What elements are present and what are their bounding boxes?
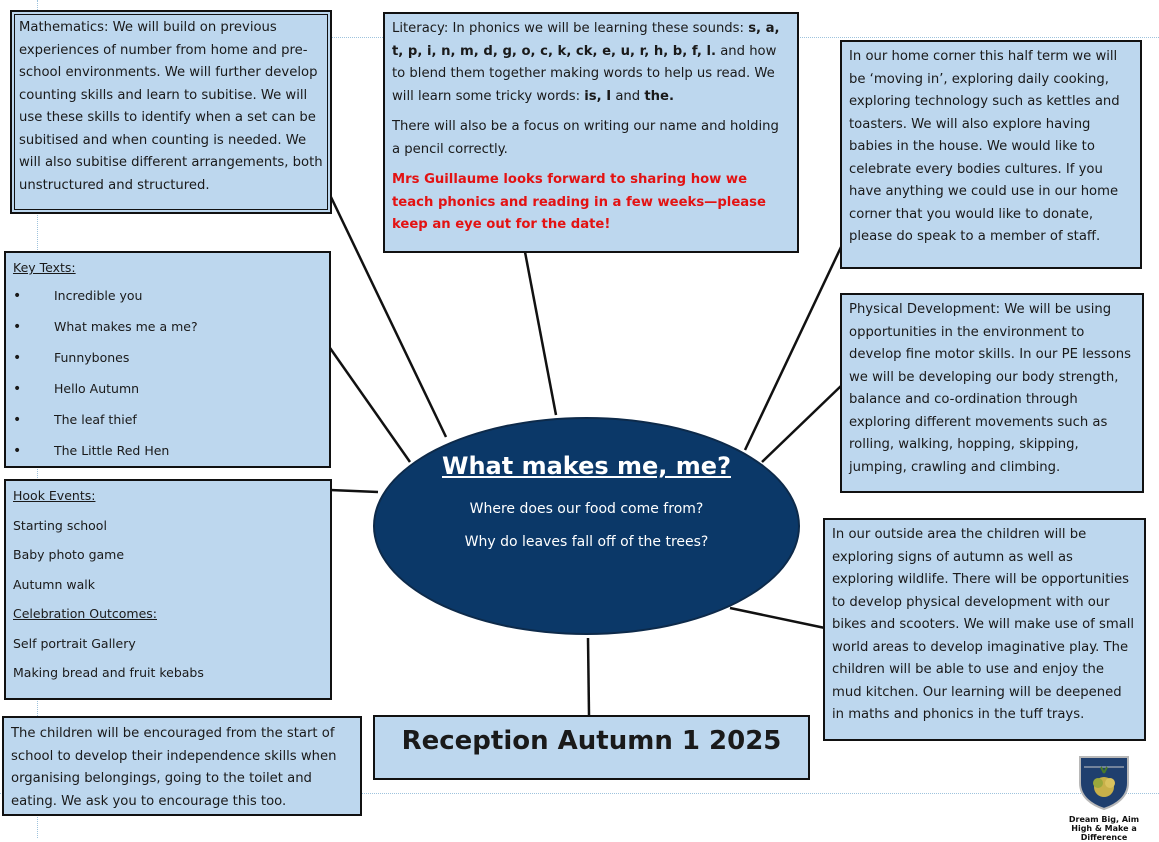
maths-text: Mathematics: We will build on previous experiences of number from home and pre-school environments. We will further develop counting skills and learn to subitise. We will use these skills to identify when a set can be subitised and when counting is needed. We will also subitise different arrangements, both unstructured and structured. (19, 20, 323, 193)
outside-text: In our outside area the children will be exploring signs of autumn as well as exploring wildlife. There will be opportunities to develop physical development with our bikes and scooters. We will make use of small world areas to develop imaginative play. The children will be able to use and enjoy the mud kitchen. Our learning will be deepened in maths and phonics in the tuff trays. (832, 527, 1135, 722)
hook-event: Autumn walk (13, 576, 95, 592)
hook-event: Starting school (13, 517, 107, 533)
literacy-blend: and how to blend them together making words to help us read. We will learn some tricky words: (392, 43, 777, 104)
literacy-intro: Literacy: In phonics we will be learning these sounds: (392, 21, 749, 36)
hook-title: Hook Events: (13, 488, 96, 503)
celebration-title: Celebration Outcomes: (13, 606, 158, 621)
independence-text: The children will be encouraged from the start of school to develop their independence skills when organising belongings, going to the toilet and eating. We ask you to encourage this too. (11, 726, 337, 809)
key-texts-box (4, 251, 331, 468)
literacy-and: and (611, 88, 645, 104)
school-crest-icon (1074, 753, 1134, 811)
connector-key-texts (330, 348, 410, 462)
school-motto: Dream Big, Aim High & Make a Difference (1068, 815, 1140, 842)
literacy-writing: There will also be a focus on writing our name and holding a pencil correctly. (392, 119, 779, 157)
key-text-item: • The leaf thief (13, 411, 322, 442)
physical-box (840, 293, 1144, 493)
connector-hook (330, 490, 378, 492)
hook-event: Baby photo game (13, 547, 125, 562)
key-text-item: • The Little Red Hen (13, 442, 322, 473)
celebration-outcome: Making bread and fruit kebabs (13, 665, 204, 680)
school-logo (1058, 753, 1150, 842)
hook-box (4, 479, 332, 700)
connector-home-corner (745, 245, 842, 450)
home-corner-box (840, 40, 1142, 269)
independence-box (2, 716, 362, 816)
literacy-box (383, 12, 799, 253)
literacy-notice: Mrs Guillaume looks forward to sharing how we teach phonics and reading in a few weeks—please keep an eye out for the date! (392, 172, 766, 232)
key-texts-list (13, 287, 322, 473)
key-text-item: • Hello Autumn (13, 380, 322, 411)
connector-footer (588, 638, 589, 715)
celebration-outcome: Self portrait Gallery (13, 635, 136, 651)
page-title: Reception Autumn 1 2025 (373, 715, 810, 780)
outside-box (823, 518, 1146, 741)
home-corner-text: In our home corner this half term we will be ‘moving in’, exploring daily cooking, exploring technology such as kettles and toasters. We will also explore having babies in the house. We would like to celebrate every bodies cultures. If you have anything we could use in our home corner that you would like to donate, please do speak to a member of staff. (849, 49, 1120, 244)
topic-ellipse (373, 417, 800, 635)
key-text-item: • Incredible you (13, 287, 322, 318)
topic-question-1: Where does our food come from? (469, 501, 704, 517)
key-text-item: • What makes me a me? (13, 318, 322, 349)
connector-literacy (525, 252, 556, 415)
physical-text: Physical Development: We will be using opportunities in the environment to develop fine motor skills. In our PE lessons we will be developing our body strength, balance and co-ordination through exploring different movements such as rolling, walking, hopping, skipping, jumping, crawling and climbing. (849, 302, 1131, 475)
key-texts-title: Key Texts: (13, 260, 76, 275)
maths-box (10, 10, 332, 214)
literacy-sounds: s, a, t, p, i, n, m, d, g, o, c, k, ck, e, u, r, h, b, f, l. (392, 21, 780, 59)
topic-title: What makes me, me? (442, 452, 731, 480)
literacy-tricky1: is, I (584, 88, 612, 104)
connector-outside (730, 608, 825, 628)
key-text-item: • Funnybones (13, 349, 322, 380)
literacy-text (392, 18, 790, 108)
literacy-tricky2: the. (644, 88, 674, 104)
topic-question-2: Why do leaves fall off of the trees? (464, 534, 709, 550)
